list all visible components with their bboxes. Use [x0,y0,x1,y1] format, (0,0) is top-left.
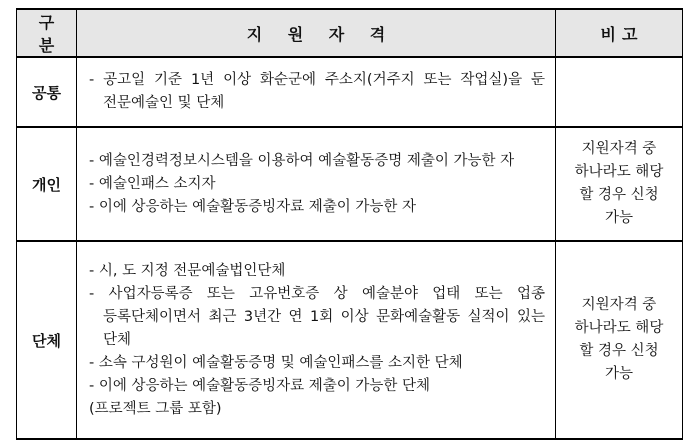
note-text: 지원자격 중 하나라도 해당 할 경우 신청 가능 [574,297,664,382]
qualification-item-note: (프로젝트 그룹 포함) [89,400,222,417]
table-header-row [17,9,683,57]
qualification-item: - 이에 상응하는 예술활동증빙자료 제출이 가능한 단체 [89,377,431,394]
header-note: 비고 [556,9,683,57]
header-category: 구 분 [17,9,77,57]
qualification-cell [77,127,556,241]
qualification-item: - 사업자등록증 또는 고유번호증 상 예술분야 업태 또는 업종 등록단체이면서 최근 3년간 연 1회 이상 문화예술활동 실적이 있는 단체 [89,285,545,348]
qualification-item: - 시, 도 지정 전문예술법인단체 [89,262,286,279]
note-cell [556,127,683,241]
table-row-individual [17,127,683,241]
note-text: 지원자격 중 하나라도 해당 할 경우 신청 가능 [574,141,664,226]
qualification-item: - 공고일 기준 1년 이상 화순군에 주소지(거주지 또는 작업실)을 둔 전문예술인 및 단체 [89,72,545,111]
qualification-item: - 소속 구성원이 예술활동증명 및 예술인패스를 소지한 단체 [89,354,463,371]
note-cell [556,57,683,127]
eligibility-table-wrapper [16,8,682,423]
note-cell [556,241,683,439]
qualification-item: - 이에 상응하는 예술활동증빙자료 제출이 가능한 자 [89,198,417,215]
table-row-group [17,241,683,439]
header-qualification: 지 원 자 격 [77,9,556,57]
qualification-cell [77,241,556,439]
category-cell: 개인 [17,127,77,241]
qualification-cell [77,57,556,127]
qualification-item: - 예술인경력정보시스템을 이용하여 예술활동증명 제출이 가능한 자 [89,152,515,169]
eligibility-table [16,8,683,440]
qualification-item: - 예술인패스 소지자 [89,175,216,192]
table-row-common [17,57,683,127]
category-cell: 단체 [17,241,77,439]
category-cell: 공통 [17,57,77,127]
